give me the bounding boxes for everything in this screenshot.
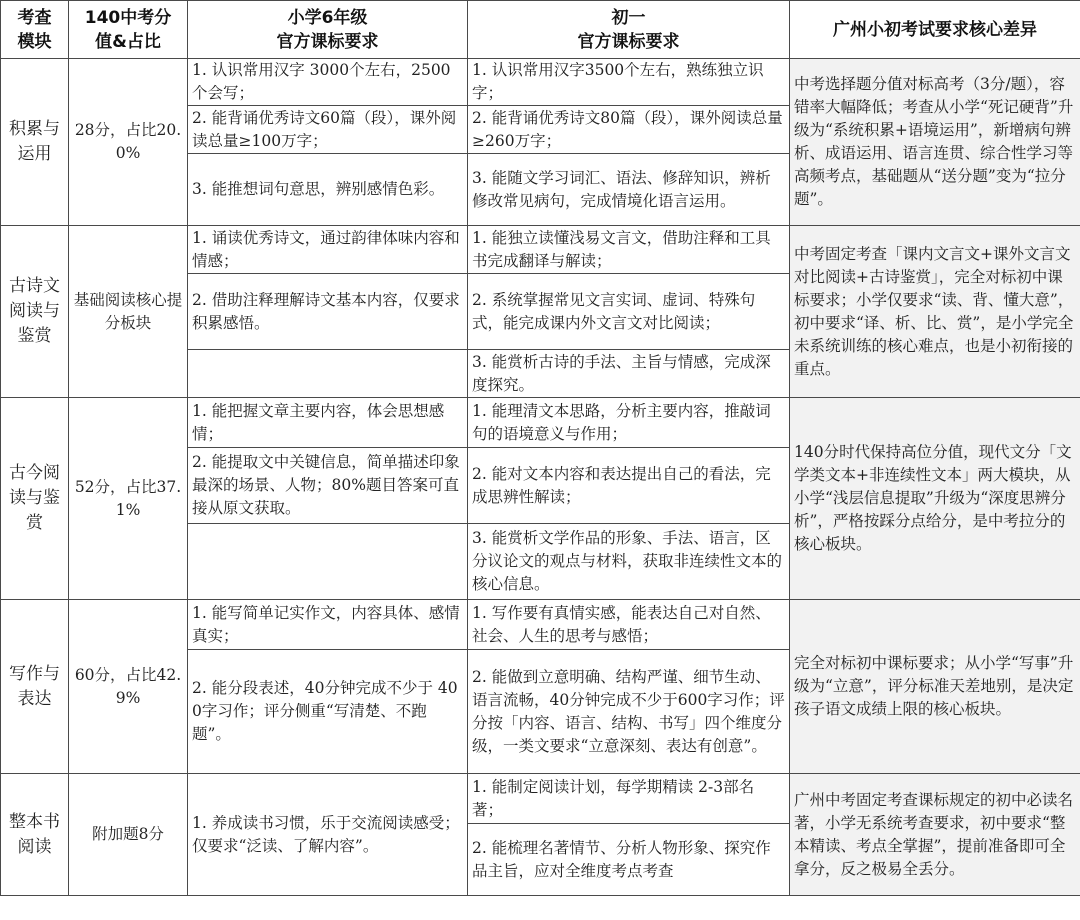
module-reading: 古今阅读与鉴赏	[1, 398, 69, 600]
primary-req: 1. 诵读优秀诗文，通过韵律体味内容和情感；	[188, 226, 468, 274]
table-row	[1, 226, 1080, 274]
primary-req: 2. 能分段表述，40分钟完成不少于 400字习作；评分侧重“写清楚、不跑题”。	[188, 650, 468, 774]
junior-req: 1. 能独立读懂浅易文言文，借助注释和工具书完成翻译与解读；	[468, 226, 790, 274]
score-whole-book: 附加题8分	[69, 774, 188, 896]
header-module: 考查 模块	[1, 1, 69, 59]
junior-req: 3. 能随文学习词汇、语法、修辞知识，辨析修改常见病句，完成情境化语言运用。	[468, 154, 790, 226]
table-row	[1, 59, 1080, 106]
junior-req: 3. 能赏析文学作品的形象、手法、语言，区分议论文的观点与材料，获取非连续性文本的核心信息。	[468, 524, 790, 600]
score-writing: 60分，占比42.9%	[69, 600, 188, 774]
primary-req: 1. 能写简单记实作文，内容具体、感情真实；	[188, 600, 468, 650]
primary-req-empty	[188, 524, 468, 600]
junior-req: 1. 认识常用汉字3500个左右，熟练独立识字；	[468, 59, 790, 106]
core-difference: 中考固定考查「课内文言文+课外文言文对比阅读+古诗鉴赏」，完全对标初中课标要求；小学仅要求“读、背、懂大意”，初中要求“译、析、比、赏”，是小学完全未系统训练的核心难点，也是小初衔接的重点。	[790, 226, 1080, 398]
junior-req: 2. 能做到立意明确、结构严谨、细节生动、语言流畅，40分钟完成不少于600字习作；评分按「内容、语言、结构、书写」四个维度分级，一类文要求“立意深刻、表达有创意”。	[468, 650, 790, 774]
junior-req: 1. 写作要有真情实感，能表达自己对自然、社会、人生的思考与感悟；	[468, 600, 790, 650]
junior-req: 1. 能制定阅读计划，每学期精读 2-3部名著；	[468, 774, 790, 824]
primary-req: 1. 能把握文章主要内容，体会思想感情；	[188, 398, 468, 448]
header-row	[1, 1, 1080, 59]
module-classical: 古诗文阅读与鉴赏	[1, 226, 69, 398]
score-reading: 52分，占比37.1%	[69, 398, 188, 600]
junior-req: 3. 能赏析古诗的手法、主旨与情感，完成深度探究。	[468, 350, 790, 398]
core-difference: 140分时代保持高位分值，现代文分「文学类文本+非连续性文本」两大模块，从小学“浅层信息提取”升级为“深度思辨分析”，严格按踩分点给分，是中考拉分的核心板块。	[790, 398, 1080, 600]
junior-req: 2. 能背诵优秀诗文80篇（段），课外阅读总量≥260万字；	[468, 106, 790, 154]
header-primary-grade6: 小学6年级 官方课标要求	[188, 1, 468, 59]
primary-req: 2. 借助注释理解诗文基本内容，仅要求积累感悟。	[188, 274, 468, 350]
core-difference: 完全对标初中课标要求；从小学“写事”升级为“立意”，评分标准天差地别，是决定孩子语文成绩上限的核心板块。	[790, 600, 1080, 774]
table-row	[1, 600, 1080, 650]
table-row	[1, 774, 1080, 824]
primary-req: 2. 能背诵优秀诗文60篇（段），课外阅读总量≥100万字；	[188, 106, 468, 154]
primary-req: 2. 能提取文中关键信息，简单描述印象最深的场景、人物；80%题目答案可直接从原文获取。	[188, 448, 468, 524]
module-accumulation: 积累与运用	[1, 59, 69, 226]
table-row	[1, 398, 1080, 448]
score-classical: 基础阅读核心提分板块	[69, 226, 188, 398]
junior-req: 1. 能理清文本思路，分析主要内容，推敲词句的语境意义与作用；	[468, 398, 790, 448]
primary-req: 3. 能推想词句意思，辨别感情色彩。	[188, 154, 468, 226]
core-difference: 中考选择题分值对标高考（3分/题），容错率大幅降低；考查从小学“死记硬背”升级为“系统积累+语境运用”，新增病句辨析、成语运用、语言连贯、综合性学习等高频考点，基础题从“送分题”变为“拉分题”。	[790, 59, 1080, 226]
primary-req: 1. 养成读书习惯，乐于交流阅读感受；仅要求“泛读、了解内容”。	[188, 774, 468, 896]
module-writing: 写作与表达	[1, 600, 69, 774]
junior-req: 2. 能对文本内容和表达提出自己的看法，完成思辨性解读；	[468, 448, 790, 524]
header-score: 140中考分 值&占比	[69, 1, 188, 59]
score-accumulation: 28分，占比20.0%	[69, 59, 188, 226]
core-difference: 广州中考固定考查课标规定的初中必读名著，小学无系统考查要求，初中要求“整本精读、考点全掌握”，提前准备即可全拿分，反之极易全丢分。	[790, 774, 1080, 896]
primary-req: 1. 认识常用汉字 3000个左右，2500个会写；	[188, 59, 468, 106]
primary-req-empty	[188, 350, 468, 398]
header-junior-grade7: 初一 官方课标要求	[468, 1, 790, 59]
junior-req: 2. 能梳理名著情节、分析人物形象、探究作品主旨，应对全维度考点考查	[468, 824, 790, 896]
junior-req: 2. 系统掌握常见文言实词、虚词、特殊句式，能完成课内外文言文对比阅读；	[468, 274, 790, 350]
module-whole-book: 整本书阅读	[1, 774, 69, 896]
header-core-difference: 广州小初考试要求核心差异	[790, 1, 1080, 59]
